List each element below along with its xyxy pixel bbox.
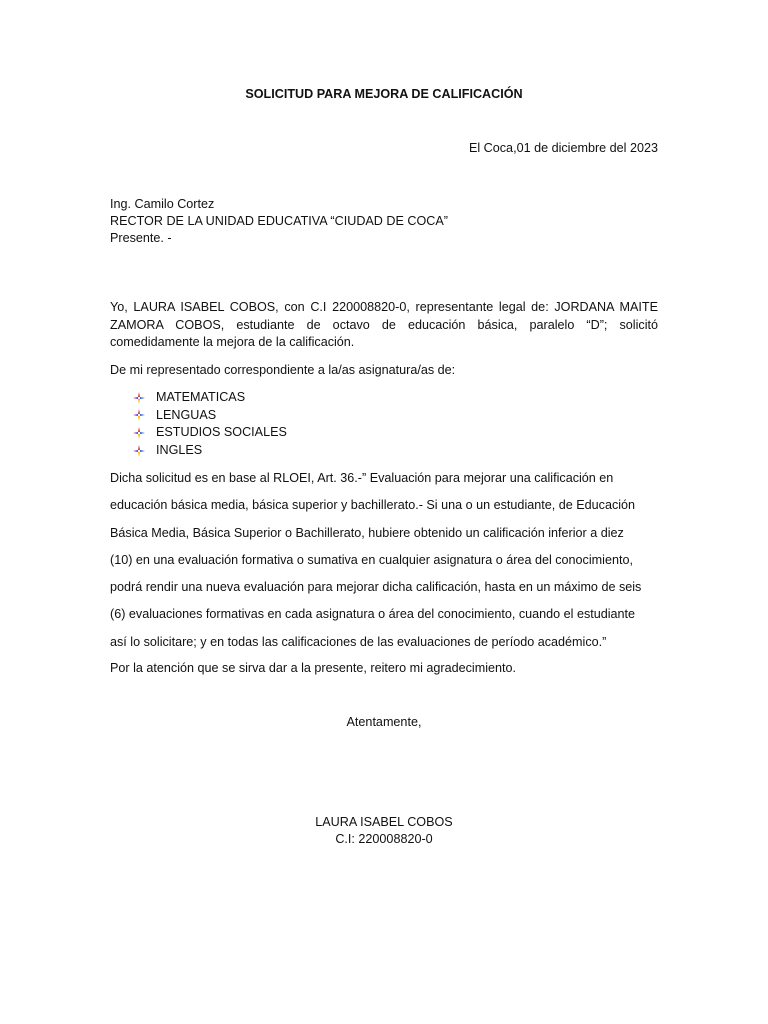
legal-basis-line: así lo solicitare; y en todas las calificaciones de las evaluaciones de período académico.” [110,634,607,649]
legal-basis-paragraph [110,469,670,660]
subject-label: INGLES [156,442,203,457]
recipient-name: Ing. Camilo Cortez [110,197,215,211]
recipient-greeting: Presente. - [110,231,172,245]
four-color-arrow-bullet-icon [133,445,145,457]
subject-label: MATEMATICAS [156,390,246,404]
subjects-list [133,389,287,459]
date-line: El Coca,01 de diciembre del 2023 [468,141,658,155]
legal-basis-line: Dicha solicitud es en base al RLOEI, Art. 36.-” Evaluación para mejorar una calificación en [110,471,614,485]
document-title: SOLICITUD PARA MEJORA DE CALIFICACIÓN [245,87,523,101]
recipient-block [110,196,448,247]
four-color-arrow-bullet-icon [133,392,145,404]
list-item [133,442,287,460]
subjects-lead: De mi representado correspondiente a la/as asignatura/as de: [110,363,456,377]
signer-name: LAURA ISABEL COBOS [315,815,453,829]
intro-paragraph: Yo, LAURA ISABEL COBOS, con C.I 220008820-0, representante legal de: JORDANA MAITE ZAMORA COBOS, estudiante de octavo de educación básica, paralelo “D”; solicitó comedidamente la mejora de la calificación. [110,300,658,349]
subject-label: LENGUAS [156,407,217,422]
legal-basis-line: educación básica media, básica superior y bachillerato.- Si una o un estudiante, de Educación [110,498,636,513]
legal-basis-line: Básica Media, Básica Superior o Bachillerato, hubiere obtenido un calificación inferior a diez [110,525,624,540]
legal-basis-line: podrá rendir una nueva evaluación para mejorar dicha calificación, hasta en un máximo de seis [110,580,642,595]
recipient-position: RECTOR DE LA UNIDAD EDUCATIVA “CIUDAD DE COCA” [110,214,448,228]
subject-label: ESTUDIOS SOCIALES [156,425,287,440]
closing-sentence: Por la atención que se sirva dar a la presente, reitero mi agradecimiento. [110,661,517,675]
regards-line: Atentamente, [346,715,422,729]
legal-basis-line: (10) en una evaluación formativa o sumativa en cualquier asignatura o área del conocimiento, [110,552,633,567]
list-item [133,424,287,442]
four-color-arrow-bullet-icon [133,409,145,421]
list-item [133,389,287,407]
legal-basis-line: (6) evaluaciones formativas en cada asignatura o área del conocimiento, cuando el estudiante [110,607,636,622]
signature-block [0,814,768,847]
list-item [133,407,287,425]
four-color-arrow-bullet-icon [133,427,145,439]
signer-id: C.I: 220008820-0 [335,831,433,846]
